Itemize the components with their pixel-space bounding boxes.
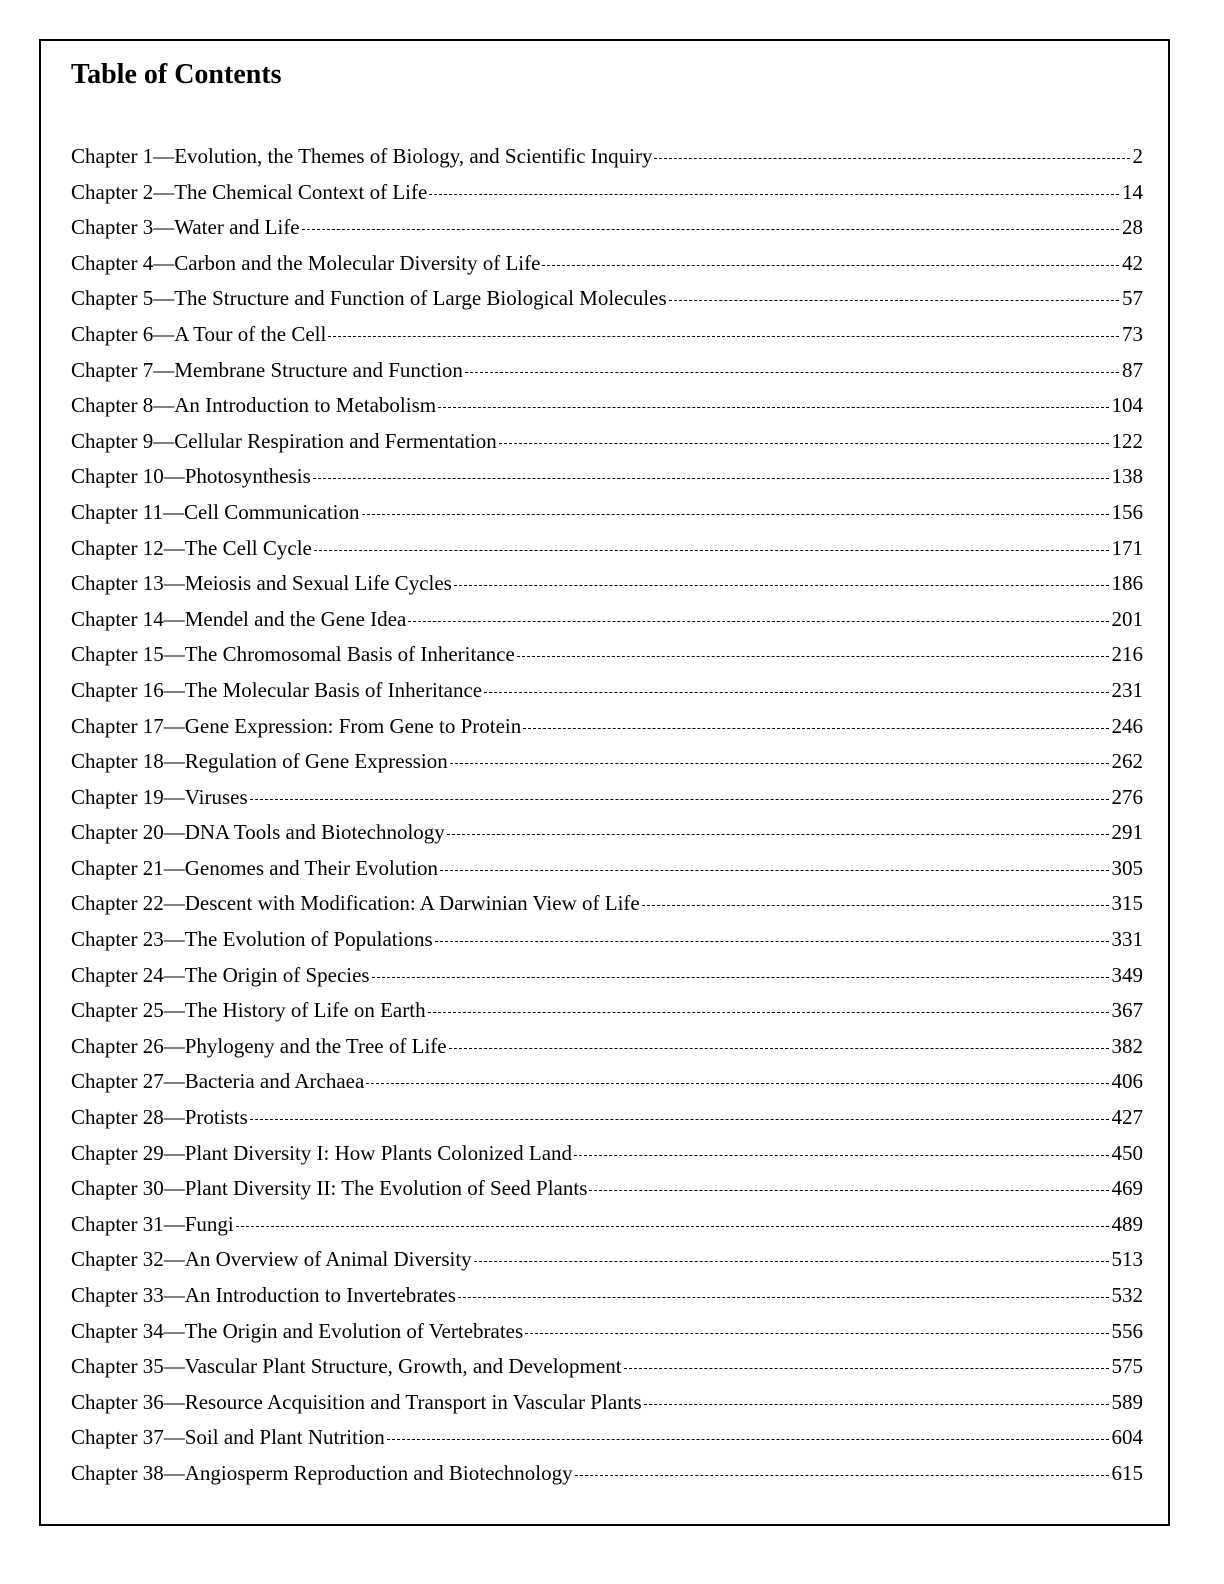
toc-entry-title: Chapter 2—The Chemical Context of Life bbox=[71, 179, 428, 204]
dotted-leader bbox=[435, 941, 1109, 942]
toc-entry[interactable] bbox=[71, 637, 1143, 673]
toc-entry-title: Chapter 10—Photosynthesis bbox=[71, 464, 311, 489]
toc-entry[interactable] bbox=[71, 566, 1143, 602]
toc-entry-page-number: 216 bbox=[1111, 642, 1143, 667]
toc-entry-page-number: 406 bbox=[1111, 1069, 1143, 1094]
toc-entry-page-number: 262 bbox=[1111, 749, 1143, 774]
toc-entry[interactable] bbox=[71, 495, 1143, 531]
toc-entry-title: Chapter 17—Gene Expression: From Gene to Protein bbox=[71, 713, 522, 738]
toc-entry[interactable] bbox=[71, 673, 1143, 709]
toc-entry-page-number: 382 bbox=[1111, 1033, 1143, 1058]
toc-entry-page-number: 513 bbox=[1111, 1247, 1143, 1272]
toc-entry-title: Chapter 5—The Structure and Function of Large Biological Molecules bbox=[71, 286, 667, 311]
dotted-leader bbox=[387, 1439, 1109, 1440]
toc-entry-title: Chapter 35—Vascular Plant Structure, Growth, and Development bbox=[71, 1354, 622, 1379]
toc-entry-page-number: 73 bbox=[1122, 321, 1143, 346]
toc-entry[interactable] bbox=[71, 993, 1143, 1029]
toc-entry-page-number: 138 bbox=[1111, 464, 1143, 489]
toc-entry[interactable] bbox=[71, 1207, 1143, 1243]
dotted-leader bbox=[440, 870, 1108, 871]
toc-entry[interactable] bbox=[71, 210, 1143, 246]
toc-entry[interactable] bbox=[71, 1349, 1143, 1385]
toc-entry[interactable] bbox=[71, 1171, 1143, 1207]
toc-entry-page-number: 315 bbox=[1111, 891, 1143, 916]
dotted-leader bbox=[372, 977, 1109, 978]
toc-entry-title: Chapter 36—Resource Acquisition and Transport in Vascular Plants bbox=[71, 1389, 642, 1414]
toc-entry-title: Chapter 31—Fungi bbox=[71, 1211, 234, 1236]
toc-entry-page-number: 367 bbox=[1111, 998, 1143, 1023]
toc-entry-title: Chapter 25—The History of Life on Earth bbox=[71, 998, 426, 1023]
toc-entry-page-number: 201 bbox=[1111, 606, 1143, 631]
toc-entry[interactable] bbox=[71, 851, 1143, 887]
toc-entry[interactable] bbox=[71, 246, 1143, 282]
toc-entry[interactable] bbox=[71, 1278, 1143, 1314]
toc-entry-page-number: 28 bbox=[1122, 215, 1143, 240]
toc-entry[interactable] bbox=[71, 424, 1143, 460]
dotted-leader bbox=[366, 1083, 1108, 1084]
toc-entry-title: Chapter 15—The Chromosomal Basis of Inheritance bbox=[71, 642, 515, 667]
toc-entry-title: Chapter 23—The Evolution of Populations bbox=[71, 927, 433, 952]
toc-entry[interactable] bbox=[71, 175, 1143, 211]
dotted-leader bbox=[450, 763, 1109, 764]
toc-entry-title: Chapter 16—The Molecular Basis of Inheritance bbox=[71, 677, 483, 702]
toc-entry-page-number: 14 bbox=[1122, 179, 1143, 204]
toc-entry-page-number: 532 bbox=[1111, 1283, 1143, 1307]
toc-entry[interactable] bbox=[71, 1136, 1143, 1172]
toc-entry[interactable] bbox=[71, 1029, 1143, 1065]
toc-entry[interactable] bbox=[71, 1314, 1143, 1350]
toc-entry[interactable] bbox=[71, 317, 1143, 353]
toc-entry-title: Chapter 13—Meiosis and Sexual Life Cycles bbox=[71, 571, 452, 596]
toc-entry[interactable] bbox=[71, 602, 1143, 638]
dotted-leader bbox=[589, 1190, 1108, 1191]
toc-entry-title: Chapter 28—Protists bbox=[71, 1105, 248, 1130]
dotted-leader bbox=[474, 1261, 1109, 1262]
dotted-leader bbox=[302, 229, 1119, 230]
toc-entry-title: Chapter 20—DNA Tools and Biotechnology bbox=[71, 820, 445, 845]
toc-entry-title: Chapter 29—Plant Diversity I: How Plants Colonized Land bbox=[71, 1140, 573, 1165]
dotted-leader bbox=[624, 1368, 1109, 1369]
toc-entry-title: Chapter 38—Angiosperm Reproduction and Biotechnology bbox=[71, 1460, 573, 1485]
toc-entry-page-number: 469 bbox=[1111, 1176, 1143, 1201]
dotted-leader bbox=[542, 265, 1119, 266]
toc-entry[interactable] bbox=[71, 780, 1143, 816]
dotted-leader bbox=[517, 656, 1109, 657]
toc-list bbox=[71, 139, 1143, 1492]
toc-entry-title: Chapter 1—Evolution, the Themes of Biology, and Scientific Inquiry bbox=[71, 144, 653, 168]
dotted-leader bbox=[314, 550, 1109, 551]
toc-entry-page-number: 589 bbox=[1111, 1389, 1143, 1414]
dotted-leader bbox=[250, 1119, 1109, 1120]
toc-entry-page-number: 331 bbox=[1111, 927, 1143, 952]
toc-entry[interactable] bbox=[71, 353, 1143, 389]
toc-entry-title: Chapter 24—The Origin of Species bbox=[71, 962, 370, 987]
toc-entry[interactable] bbox=[71, 1385, 1143, 1421]
dotted-leader bbox=[465, 372, 1119, 373]
toc-entry-title: Chapter 14—Mendel and the Gene Idea bbox=[71, 606, 407, 631]
toc-entry-page-number: 87 bbox=[1122, 357, 1143, 382]
dotted-leader bbox=[236, 1226, 1109, 1227]
dotted-leader bbox=[362, 514, 1109, 515]
dotted-leader bbox=[438, 407, 1108, 408]
toc-entry[interactable] bbox=[71, 815, 1143, 851]
toc-entry-page-number: 122 bbox=[1111, 428, 1143, 453]
toc-entry[interactable] bbox=[71, 139, 1143, 175]
toc-entry[interactable] bbox=[71, 744, 1143, 780]
dotted-leader bbox=[574, 1155, 1108, 1156]
toc-entry-title: Chapter 19—Viruses bbox=[71, 784, 248, 809]
dotted-leader bbox=[654, 158, 1129, 159]
toc-entry-title: Chapter 11—Cell Communication bbox=[71, 499, 360, 524]
dotted-leader bbox=[458, 1297, 1109, 1298]
toc-entry-title: Chapter 21—Genomes and Their Evolution bbox=[71, 855, 439, 880]
toc-entry-title: Chapter 27—Bacteria and Archaea bbox=[71, 1069, 365, 1094]
toc-entry-title: Chapter 12—The Cell Cycle bbox=[71, 535, 312, 560]
toc-entry[interactable] bbox=[71, 1100, 1143, 1136]
toc-entry[interactable] bbox=[71, 1064, 1143, 1100]
toc-entry-title: Chapter 33—An Introduction to Invertebrates bbox=[71, 1283, 456, 1307]
toc-entry[interactable] bbox=[71, 388, 1143, 424]
toc-entry-title: Chapter 7—Membrane Structure and Function bbox=[71, 357, 463, 382]
dotted-leader bbox=[429, 194, 1119, 195]
toc-entry-title: Chapter 30—Plant Diversity II: The Evolution of Seed Plants bbox=[71, 1176, 588, 1201]
dotted-leader bbox=[428, 1012, 1109, 1013]
toc-entry[interactable] bbox=[71, 958, 1143, 994]
dotted-leader bbox=[447, 834, 1109, 835]
toc-entry[interactable] bbox=[71, 281, 1143, 317]
toc-entry[interactable] bbox=[71, 1456, 1143, 1492]
toc-entry-page-number: 104 bbox=[1111, 393, 1143, 418]
toc-entry-page-number: 575 bbox=[1111, 1354, 1143, 1379]
toc-entry-page-number: 427 bbox=[1111, 1105, 1143, 1130]
toc-entry-page-number: 556 bbox=[1111, 1318, 1143, 1343]
toc-entry-title: Chapter 6—A Tour of the Cell bbox=[71, 321, 327, 346]
toc-entry-page-number: 171 bbox=[1111, 535, 1143, 560]
toc-entry-title: Chapter 18—Regulation of Gene Expression bbox=[71, 749, 448, 774]
toc-entry-page-number: 604 bbox=[1111, 1425, 1143, 1450]
toc-entry[interactable] bbox=[71, 922, 1143, 958]
toc-entry[interactable] bbox=[71, 1420, 1143, 1456]
toc-entry-page-number: 57 bbox=[1122, 286, 1143, 311]
toc-entry-title: Chapter 32—An Overview of Animal Diversity bbox=[71, 1247, 472, 1272]
toc-entry-page-number: 349 bbox=[1111, 962, 1143, 987]
toc-entry[interactable] bbox=[71, 1242, 1143, 1278]
toc-entry[interactable] bbox=[71, 459, 1143, 495]
toc-entry-page-number: 305 bbox=[1111, 855, 1143, 880]
dotted-leader bbox=[250, 799, 1109, 800]
toc-entry-title: Chapter 34—The Origin and Evolution of Vertebrates bbox=[71, 1318, 524, 1343]
toc-entry-title: Chapter 9—Cellular Respiration and Fermentation bbox=[71, 428, 497, 453]
dotted-leader bbox=[484, 692, 1108, 693]
toc-entry-title: Chapter 4—Carbon and the Molecular Diversity of Life bbox=[71, 250, 541, 275]
dotted-leader bbox=[454, 585, 1109, 586]
toc-entry-page-number: 2 bbox=[1132, 144, 1143, 168]
dotted-leader bbox=[328, 336, 1119, 337]
dotted-leader bbox=[575, 1475, 1109, 1476]
toc-entry-page-number: 231 bbox=[1111, 677, 1143, 702]
toc-entry-title: Chapter 37—Soil and Plant Nutrition bbox=[71, 1425, 385, 1450]
toc-entry-page-number: 42 bbox=[1122, 250, 1143, 275]
toc-entry-page-number: 615 bbox=[1111, 1460, 1143, 1485]
dotted-leader bbox=[523, 728, 1108, 729]
dotted-leader bbox=[644, 1404, 1109, 1405]
page-title: Table of Contents bbox=[71, 59, 282, 90]
toc-entry-page-number: 246 bbox=[1111, 713, 1143, 738]
dotted-leader bbox=[669, 300, 1119, 301]
dotted-leader bbox=[313, 478, 1109, 479]
toc-entry-title: Chapter 8—An Introduction to Metabolism bbox=[71, 393, 437, 418]
toc-entry-page-number: 489 bbox=[1111, 1211, 1143, 1236]
dotted-leader bbox=[408, 621, 1108, 622]
toc-entry[interactable] bbox=[71, 531, 1143, 567]
toc-entry-page-number: 450 bbox=[1111, 1140, 1143, 1165]
toc-entry-page-number: 186 bbox=[1111, 571, 1143, 596]
dotted-leader bbox=[499, 443, 1109, 444]
toc-entry-title: Chapter 22—Descent with Modification: A Darwinian View of Life bbox=[71, 891, 640, 916]
toc-entry-title: Chapter 3—Water and Life bbox=[71, 215, 300, 240]
dotted-leader bbox=[449, 1048, 1109, 1049]
dotted-leader bbox=[642, 905, 1109, 906]
toc-entry-page-number: 291 bbox=[1111, 820, 1143, 845]
toc-entry[interactable] bbox=[71, 886, 1143, 922]
dotted-leader bbox=[525, 1333, 1108, 1334]
toc-entry-page-number: 156 bbox=[1111, 499, 1143, 524]
toc-entry[interactable] bbox=[71, 709, 1143, 745]
toc-entry-page-number: 276 bbox=[1111, 784, 1143, 809]
toc-entry-title: Chapter 26—Phylogeny and the Tree of Life bbox=[71, 1033, 447, 1058]
